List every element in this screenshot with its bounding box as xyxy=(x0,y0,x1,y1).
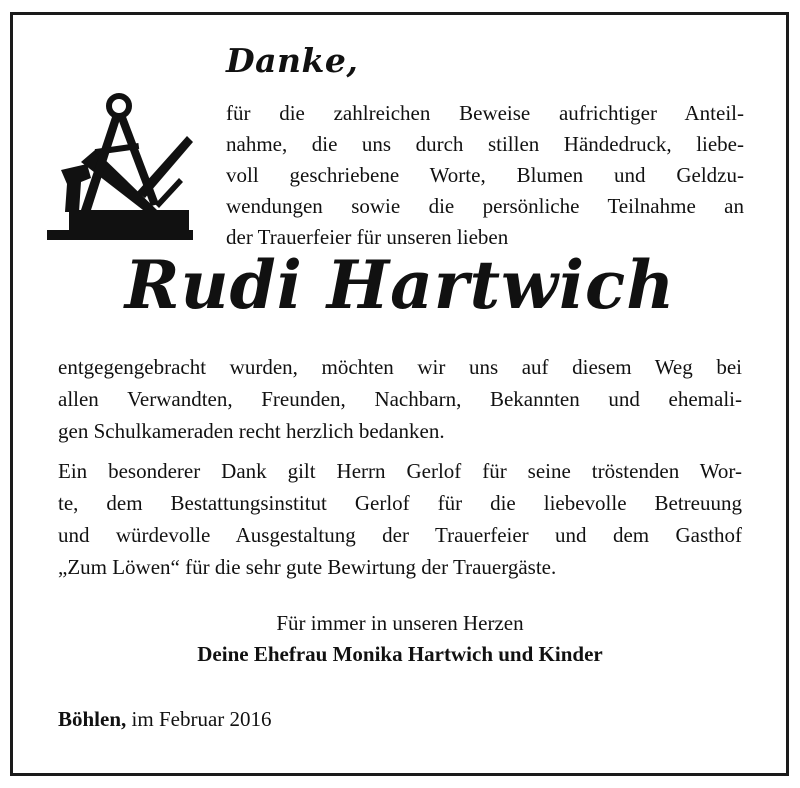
paragraph-line: te, dem Bestattungsinstitut Gerlof für die liebevolle Betreuung xyxy=(58,491,742,515)
paragraph-line: und würdevolle Ausgestaltung der Trauerfeier und dem Gasthof xyxy=(58,523,742,547)
intro-line: wendungen sowie die persönliche Teilnahme an xyxy=(226,194,744,218)
intro-line: nahme, die uns durch stillen Händedruck, liebe- xyxy=(226,132,744,156)
paragraph-thanks xyxy=(58,351,742,447)
intro-line: für die zahlreichen Beweise aufrichtiger Anteil- xyxy=(226,101,744,125)
date: im Februar 2016 xyxy=(131,707,272,731)
intro-line: der Trauerfeier für unseren lieben xyxy=(226,225,509,249)
paragraph-line: allen Verwandten, Freunden, Nachbarn, Bekannten und ehemali- xyxy=(58,387,742,411)
paragraph-special-thanks xyxy=(58,455,742,583)
place-date xyxy=(58,703,272,735)
signature: Deine Ehefrau Monika Hartwich und Kinder xyxy=(197,642,603,666)
intro-line: voll geschriebene Worte, Blumen und Geldzu- xyxy=(226,163,744,187)
deceased-name: Rudi Hartwich xyxy=(124,246,676,324)
closing-line: Für immer in unseren Herzen xyxy=(276,611,524,635)
place: Böhlen, xyxy=(58,707,127,731)
paragraph-line: entgegengebracht wurden, möchten wir uns auf diesem Weg bei xyxy=(58,355,742,379)
paragraph-line: gen Schulkameraden recht herzlich bedanken. xyxy=(58,419,445,443)
paragraph-line: „Zum Löwen“ für die sehr gute Bewirtung der Trauergäste. xyxy=(58,555,557,579)
paragraph-line: Ein besonderer Dank gilt Herrn Gerlof für seine tröstenden Wor- xyxy=(58,459,742,483)
heading: Danke, xyxy=(226,41,359,80)
compass-square-hammer-icon xyxy=(47,92,193,242)
intro-text xyxy=(226,98,744,253)
